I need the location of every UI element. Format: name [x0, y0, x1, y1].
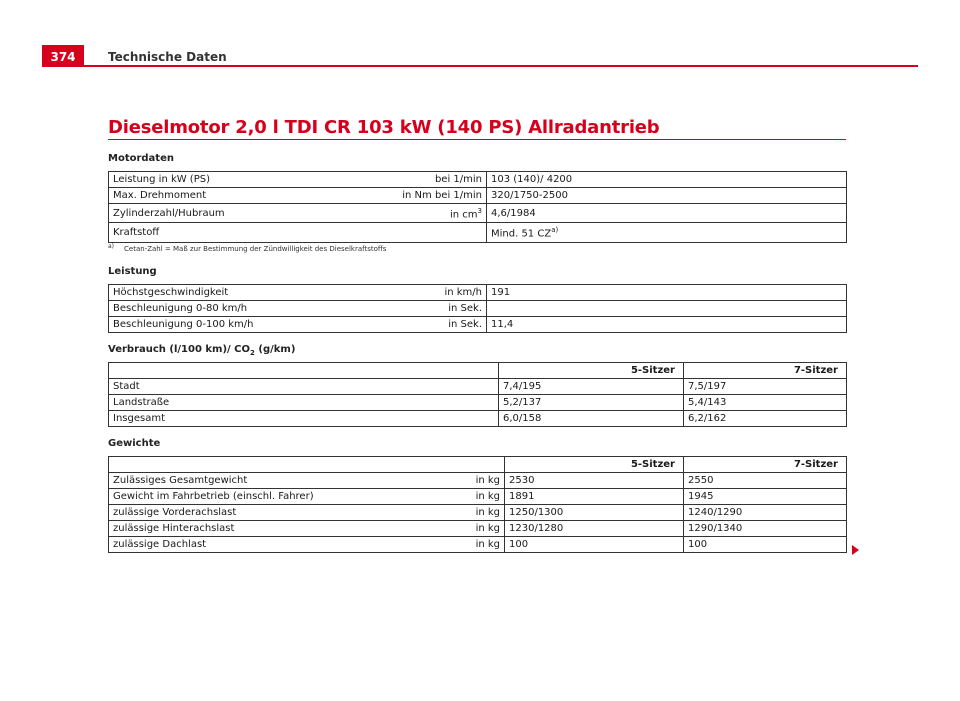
table-row [109, 411, 847, 427]
row-unit: in kg [405, 489, 505, 505]
column-header-5-sitzer: 5-Sitzer [505, 457, 684, 473]
verbrauch-label-unit: (g/km) [254, 344, 296, 355]
unit-superscript: 3 [477, 207, 482, 215]
table-row [109, 489, 847, 505]
footnote-mark: a) [108, 243, 115, 250]
verbrauch-label-text: Verbrauch (l/100 km)/ CO [108, 344, 251, 355]
row-label: Max. Drehmoment [109, 188, 369, 204]
table-row [109, 537, 847, 553]
table-row [109, 285, 847, 301]
row-label: Kraftstoff [109, 223, 369, 242]
row-unit: in kg [405, 505, 505, 521]
section-label-motordaten: Motordaten [108, 153, 174, 164]
table-header-row [109, 457, 847, 473]
motordaten-table [108, 171, 847, 243]
table-header-row [109, 363, 847, 379]
gewichte-table [108, 456, 847, 553]
verbrauch-table [108, 362, 847, 427]
row-unit: in Sek. [369, 317, 487, 333]
row-unit [369, 223, 487, 242]
title-divider [108, 139, 846, 140]
table-row [109, 473, 847, 489]
table-row [109, 395, 847, 411]
column-header-7-sitzer: 7-Sitzer [684, 363, 847, 379]
row-unit: in km/h [369, 285, 487, 301]
row-label: Zulässiges Gesamtgewicht [109, 473, 405, 489]
row-value-7: 1945 [684, 489, 847, 505]
row-label: Stadt [109, 379, 499, 395]
row-value: 320/1750-2500 [487, 188, 847, 204]
row-value-5: 6,0/158 [499, 411, 684, 427]
row-label: Höchstgeschwindigkeit [109, 285, 369, 301]
row-unit: in kg [405, 473, 505, 489]
header-empty [109, 363, 499, 379]
row-label: Beschleunigung 0-100 km/h [109, 317, 369, 333]
row-unit: in Nm bei 1/min [369, 188, 487, 204]
row-value: 4,6/1984 [487, 204, 847, 223]
row-label: Gewicht im Fahrbetrieb (einschl. Fahrer) [109, 489, 405, 505]
row-label: Leistung in kW (PS) [109, 172, 369, 188]
row-unit: in kg [405, 537, 505, 553]
section-label-leistung: Leistung [108, 266, 157, 277]
row-unit: bei 1/min [369, 172, 487, 188]
row-label: zulässige Dachlast [109, 537, 405, 553]
unit-text: in cm [449, 209, 478, 221]
table-row [109, 223, 847, 242]
table-row [109, 172, 847, 188]
footnote-text: Cetan-Zahl = Maß zur Bestimmung der Zündwilligkeit des Dieselkraftstoffs [124, 245, 387, 253]
footnote-ref: a) [551, 226, 559, 235]
row-value-5: 1250/1300 [505, 505, 684, 521]
row-value-5: 1891 [505, 489, 684, 505]
column-header-5-sitzer: 5-Sitzer [499, 363, 684, 379]
row-value-5: 100 [505, 537, 684, 553]
row-value [487, 301, 847, 317]
co2-subscript: 2 [250, 349, 255, 357]
row-label: zulässige Vorderachslast [109, 505, 405, 521]
row-value-7: 5,4/143 [684, 395, 847, 411]
row-value-5: 7,4/195 [499, 379, 684, 395]
row-value-7: 6,2/162 [684, 411, 847, 427]
value-text: Mind. 51 CZ [491, 228, 552, 240]
row-unit: in kg [405, 521, 505, 537]
column-header-7-sitzer: 7-Sitzer [684, 457, 847, 473]
row-label: Zylinderzahl/Hubraum [109, 204, 369, 223]
row-value-7: 1240/1290 [684, 505, 847, 521]
row-value-7: 1290/1340 [684, 521, 847, 537]
row-value: 11,4 [487, 317, 847, 333]
page-title: Dieselmotor 2,0 l TDI CR 103 kW (140 PS) Allradantrieb [108, 117, 660, 138]
table-row [109, 521, 847, 537]
row-unit [369, 204, 487, 223]
leistung-table [108, 284, 847, 333]
row-value-5: 1230/1280 [505, 521, 684, 537]
table-row [109, 505, 847, 521]
table-row [109, 317, 847, 333]
row-label: Insgesamt [109, 411, 499, 427]
row-label: zulässige Hinterachslast [109, 521, 405, 537]
row-value [487, 223, 847, 242]
row-value-5: 5,2/137 [499, 395, 684, 411]
table-row [109, 301, 847, 317]
table-row [109, 204, 847, 223]
continue-arrow-icon[interactable] [852, 545, 859, 555]
row-value: 103 (140)/ 4200 [487, 172, 847, 188]
footnote [108, 243, 386, 253]
row-value-7: 7,5/197 [684, 379, 847, 395]
row-unit: in Sek. [369, 301, 487, 317]
table-row [109, 379, 847, 395]
row-value-7: 2550 [684, 473, 847, 489]
header-rule [84, 65, 918, 67]
section-label-verbrauch [108, 344, 295, 357]
section-label-gewichte: Gewichte [108, 438, 161, 449]
row-label: Landstraße [109, 395, 499, 411]
row-value: 191 [487, 285, 847, 301]
page-header [42, 45, 918, 67]
page-number: 374 [42, 45, 84, 67]
row-label: Beschleunigung 0-80 km/h [109, 301, 369, 317]
header-empty [109, 457, 505, 473]
running-title: Technische Daten [108, 50, 227, 64]
row-value-7: 100 [684, 537, 847, 553]
table-row [109, 188, 847, 204]
row-value-5: 2530 [505, 473, 684, 489]
